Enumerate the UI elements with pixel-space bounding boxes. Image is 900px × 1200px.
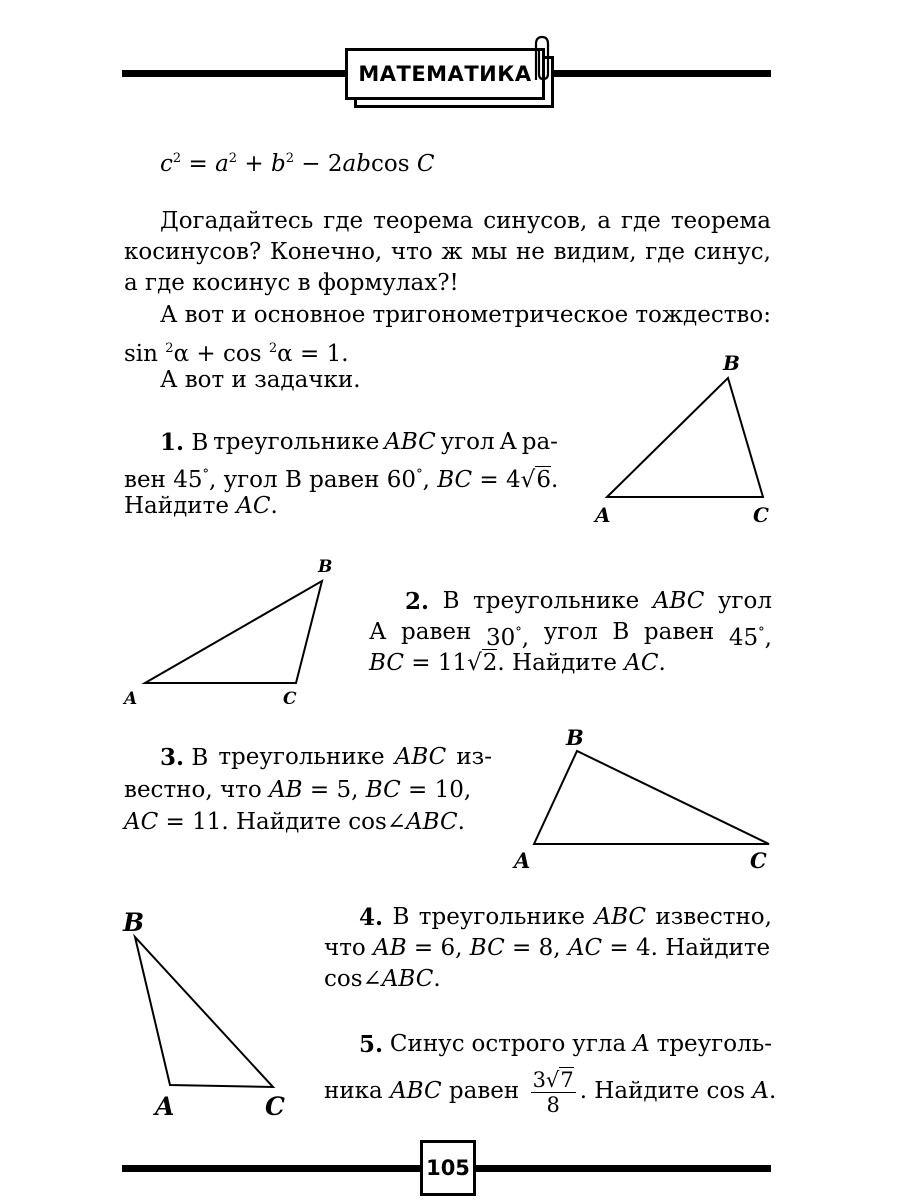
problem-4-line-2: что AB = 6, BC = 8, AC = 4. Найдите	[324, 935, 771, 961]
question-line-1: Догадайтесь где теорема синусов, а где теорема	[160, 208, 771, 234]
header-title: МАТЕМАТИКА	[345, 48, 545, 100]
problem-4-line-1: 4. В треугольнике ABC известно,	[359, 904, 772, 931]
footer-rule-right	[474, 1165, 771, 1172]
triangle-3-label-b: B	[566, 725, 584, 750]
problem-1-line-3: Найдите AC.	[124, 493, 278, 519]
triangle-1-label-a: A	[595, 503, 611, 527]
problem-3-line-2: вестно, что AB = 5, BC = 10,	[124, 777, 472, 803]
triangle-3-label-a: A	[514, 848, 531, 873]
problem-1-line-1: 1. В треугольнике ABC угол А ра-	[160, 429, 558, 456]
triangle-4	[115, 900, 295, 1130]
header-rule-left	[122, 70, 352, 77]
triangle-2-label-b: B	[318, 557, 333, 577]
problem-5-line-1: 5. Синус острого угла A треуголь-	[359, 1031, 772, 1058]
question-line-2: косинусов? Конечно, что ж мы не видим, где синус,	[124, 239, 771, 265]
problem-2-line-1: 2. В треугольнике ABC угол	[405, 588, 772, 615]
cosine-law-formula: $c^2 = a^2 + b^2 - 2abcos$ C	[160, 151, 435, 177]
header-rule-right	[545, 70, 771, 77]
triangle-2-label-c: C	[283, 689, 297, 709]
problem-3-line-3: AC = 11. Найдите cos∠ABC.	[124, 809, 465, 835]
identity-intro: А вот и основное тригонометрическое тождество:	[160, 302, 771, 328]
tasks-intro: А вот и задачки.	[160, 367, 361, 393]
identity-formula: sin $^2$α + cos $^2$α = 1.	[124, 341, 349, 367]
problem-5-line-2: ника ABC равен $\frac{3√7}{8}$ . Найдите cos A.	[324, 1067, 777, 1117]
problem-4-line-3: cos∠ABC.	[324, 966, 441, 992]
triangle-2-label-a: A	[124, 689, 138, 709]
triangle-1-label-b: B	[723, 351, 740, 375]
triangle-3-label-c: C	[750, 848, 767, 873]
triangle-2	[120, 550, 340, 715]
paperclip-icon	[528, 34, 552, 84]
page-number: 105	[420, 1140, 476, 1196]
triangle-4-label-b: B	[123, 908, 145, 937]
triangle-1	[590, 350, 780, 530]
question-line-3: а где косинус в формулах?!	[124, 270, 459, 296]
problem-1-line-2: вен 45°, угол В равен 60°, BC = 4√6.	[124, 467, 559, 493]
triangle-1-label-c: C	[753, 503, 769, 527]
fraction-3sqrt7-over-8: $\frac{3√7}{8}$	[532, 1067, 574, 1117]
footer-rule-left	[122, 1165, 422, 1172]
triangle-4-label-c: C	[265, 1092, 285, 1121]
triangle-3	[510, 720, 780, 880]
triangle-4-label-a: A	[155, 1092, 175, 1121]
problem-2-line-2: А равен 30°, угол В равен 45°,	[369, 619, 772, 651]
problem-2-line-3: BC = 11√2. Найдите AC.	[369, 650, 666, 676]
problem-3-line-1: 3. В треугольнике ABC из-	[160, 744, 492, 771]
